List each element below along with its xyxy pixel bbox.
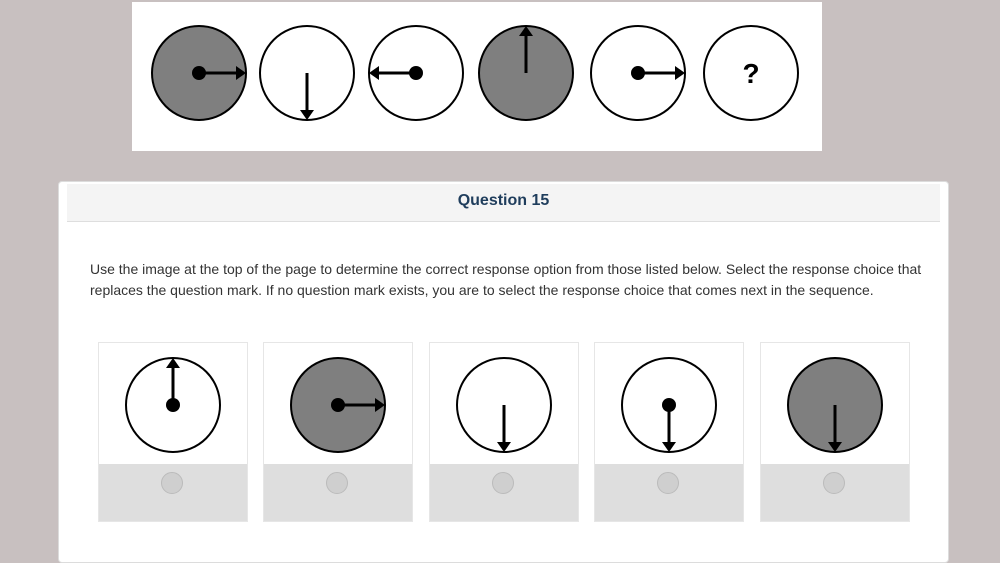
option-3-shape	[457, 358, 551, 452]
option-5-radio[interactable]	[823, 472, 845, 494]
seq-figure-3	[369, 26, 463, 120]
seq-figure-question	[704, 26, 798, 120]
option-2-select-area[interactable]	[264, 464, 412, 521]
seq-figure-question-label: ?	[742, 58, 760, 89]
seq-figure-3-dot	[409, 66, 423, 80]
option-1-shape-dot	[166, 398, 180, 412]
seq-figure-1	[152, 26, 246, 120]
option-2-radio[interactable]	[326, 472, 348, 494]
seq-figure-5-dot	[631, 66, 645, 80]
option-1-figure	[99, 343, 247, 463]
question-card	[58, 181, 949, 563]
option-5-shape	[788, 358, 882, 452]
option-3-radio[interactable]	[492, 472, 514, 494]
option-4-select-area[interactable]	[595, 464, 743, 521]
question-instructions: Use the image at the top of the page to determine the correct response option from those listed below. Select the response choice that replaces the question mark. If no question mark exists, you are to select the response choice that comes next in the sequence.	[90, 261, 922, 298]
option-2-figure	[264, 343, 412, 463]
option-3-select-area[interactable]	[430, 464, 578, 521]
option-4-shape-dot	[662, 398, 676, 412]
option-1-radio[interactable]	[161, 472, 183, 494]
option-3[interactable]	[429, 342, 579, 522]
option-1[interactable]	[98, 342, 248, 522]
option-2-shape	[291, 358, 385, 452]
question-title: Question 15	[67, 184, 940, 222]
option-4-figure	[595, 343, 743, 463]
option-3-figure	[430, 343, 578, 463]
option-2-shape-dot	[331, 398, 345, 412]
option-1-select-area[interactable]	[99, 464, 247, 521]
sequence-image	[132, 2, 822, 151]
sequence-panel	[132, 2, 822, 151]
option-4[interactable]	[594, 342, 744, 522]
seq-figure-1-dot	[192, 66, 206, 80]
seq-figure-2	[260, 26, 354, 120]
option-4-radio[interactable]	[657, 472, 679, 494]
seq-figure-4	[479, 26, 573, 120]
option-1-shape	[126, 358, 220, 452]
option-4-shape	[622, 358, 716, 452]
option-5-select-area[interactable]	[761, 464, 909, 521]
option-5[interactable]	[760, 342, 910, 522]
seq-figure-5	[591, 26, 685, 120]
option-2[interactable]	[263, 342, 413, 522]
option-5-figure	[761, 343, 909, 463]
